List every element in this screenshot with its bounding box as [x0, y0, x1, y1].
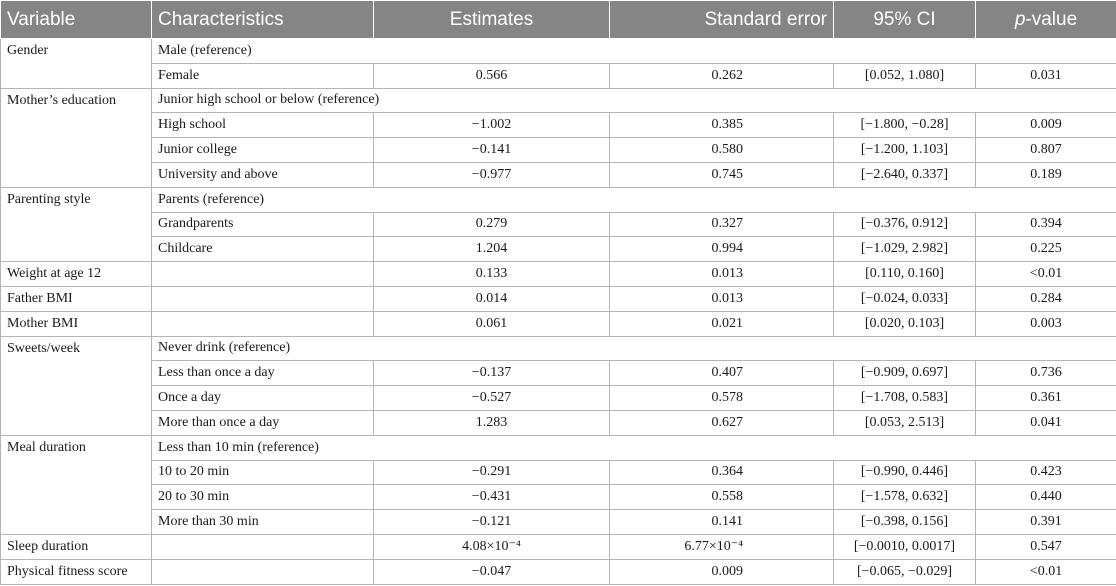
ci-cell: [−0.376, 0.912]: [834, 212, 976, 237]
characteristic-cell: Once a day: [152, 386, 374, 411]
header-p-value: [976, 1, 1116, 39]
characteristic-cell: [152, 262, 374, 287]
estimate-cell: −0.527: [374, 386, 610, 411]
p-value-cell: 0.361: [976, 386, 1116, 411]
table-row: [1, 534, 1116, 559]
variable-cell: Mother’s education: [1, 88, 152, 187]
standard-error-cell: 0.627: [610, 410, 834, 435]
characteristic-cell: University and above: [152, 162, 374, 187]
ci-cell: [−2.640, 0.337]: [834, 162, 976, 187]
variable-cell: Sleep duration: [1, 534, 152, 559]
characteristic-cell: More than 30 min: [152, 510, 374, 535]
estimate-cell: −1.002: [374, 113, 610, 138]
characteristic-cell: Childcare: [152, 237, 374, 262]
ci-cell: [−1.578, 0.632]: [834, 485, 976, 510]
table-row: [1, 63, 1116, 88]
table-row: [1, 286, 1116, 311]
table-row: [1, 39, 1116, 64]
table-row: [1, 237, 1116, 262]
table-row: [1, 262, 1116, 287]
standard-error-cell: 0.407: [610, 361, 834, 386]
p-value-cell: 0.003: [976, 311, 1116, 336]
ci-cell: [0.110, 0.160]: [834, 262, 976, 287]
variable-cell: Gender: [1, 39, 152, 89]
variable-cell: Mother BMI: [1, 311, 152, 336]
estimate-cell: 1.204: [374, 237, 610, 262]
table-row: [1, 460, 1116, 485]
p-value-cell: 0.009: [976, 113, 1116, 138]
ci-cell: [0.020, 0.103]: [834, 311, 976, 336]
standard-error-cell: 0.580: [610, 138, 834, 163]
table-row: [1, 435, 1116, 460]
characteristic-cell: 20 to 30 min: [152, 485, 374, 510]
standard-error-cell: 0.013: [610, 286, 834, 311]
header-p-rest: -value: [1025, 8, 1078, 30]
estimate-cell: −0.141: [374, 138, 610, 163]
estimate-cell: 0.133: [374, 262, 610, 287]
estimate-cell: 0.061: [374, 311, 610, 336]
ci-cell: [0.052, 1.080]: [834, 63, 976, 88]
table-row: [1, 559, 1116, 584]
ci-cell: [−1.200, 1.103]: [834, 138, 976, 163]
characteristic-cell: Never drink (reference): [152, 336, 1116, 361]
table-body: [1, 39, 1116, 585]
header-variable: Variable: [1, 1, 152, 39]
table-row: [1, 336, 1116, 361]
p-value-cell: 0.284: [976, 286, 1116, 311]
estimate-cell: −0.047: [374, 559, 610, 584]
ci-cell: [−1.800, −0.28]: [834, 113, 976, 138]
standard-error-cell: 6.77×10⁻⁴: [610, 534, 834, 559]
p-value-cell: 0.225: [976, 237, 1116, 262]
header-p-italic: p: [1014, 8, 1026, 30]
characteristic-cell: Less than once a day: [152, 361, 374, 386]
characteristic-cell: Junior college: [152, 138, 374, 163]
characteristic-cell: [152, 286, 374, 311]
characteristic-cell: [152, 534, 374, 559]
variable-cell: Sweets/week: [1, 336, 152, 435]
estimate-cell: −0.431: [374, 485, 610, 510]
standard-error-cell: 0.141: [610, 510, 834, 535]
estimate-cell: −0.291: [374, 460, 610, 485]
characteristic-cell: 10 to 20 min: [152, 460, 374, 485]
standard-error-cell: 0.385: [610, 113, 834, 138]
header-estimates: Estimates: [374, 1, 610, 39]
table-header: [1, 1, 1116, 39]
table-row: [1, 138, 1116, 163]
p-value-cell: 0.547: [976, 534, 1116, 559]
table-row: [1, 386, 1116, 411]
standard-error-cell: 0.578: [610, 386, 834, 411]
standard-error-cell: 0.262: [610, 63, 834, 88]
table-row: [1, 162, 1116, 187]
table-row: [1, 485, 1116, 510]
estimate-cell: 0.014: [374, 286, 610, 311]
standard-error-cell: 0.364: [610, 460, 834, 485]
p-value-cell: <0.01: [976, 559, 1116, 584]
ci-cell: [−0.398, 0.156]: [834, 510, 976, 535]
ci-cell: [−1.708, 0.583]: [834, 386, 976, 411]
ci-cell: [−0.024, 0.033]: [834, 286, 976, 311]
ci-cell: [0.053, 2.513]: [834, 410, 976, 435]
variable-cell: Parenting style: [1, 187, 152, 261]
variable-cell: Physical fitness score: [1, 559, 152, 584]
table-row: [1, 410, 1116, 435]
table-row: [1, 113, 1116, 138]
table-row: [1, 187, 1116, 212]
table-row: [1, 311, 1116, 336]
standard-error-cell: 0.558: [610, 485, 834, 510]
ci-cell: [−0.990, 0.446]: [834, 460, 976, 485]
header-characteristics: Characteristics: [152, 1, 374, 39]
variable-cell: Meal duration: [1, 435, 152, 534]
characteristic-cell: Parents (reference): [152, 187, 1116, 212]
p-value-cell: 0.031: [976, 63, 1116, 88]
p-value-cell: 0.189: [976, 162, 1116, 187]
standard-error-cell: 0.009: [610, 559, 834, 584]
estimate-cell: 4.08×10⁻⁴: [374, 534, 610, 559]
characteristic-cell: More than once a day: [152, 410, 374, 435]
estimate-cell: 1.283: [374, 410, 610, 435]
p-value-cell: 0.807: [976, 138, 1116, 163]
characteristic-cell: Male (reference): [152, 39, 1116, 64]
standard-error-cell: 0.994: [610, 237, 834, 262]
header-standard-error: Standard error: [610, 1, 834, 39]
characteristic-cell: Junior high school or below (reference): [152, 88, 1116, 113]
standard-error-cell: 0.021: [610, 311, 834, 336]
ci-cell: [−0.0010, 0.0017]: [834, 534, 976, 559]
p-value-cell: 0.423: [976, 460, 1116, 485]
variable-cell: Weight at age 12: [1, 262, 152, 287]
estimate-cell: 0.279: [374, 212, 610, 237]
p-value-cell: 0.394: [976, 212, 1116, 237]
characteristic-cell: Grandparents: [152, 212, 374, 237]
p-value-cell: <0.01: [976, 262, 1116, 287]
characteristic-cell: [152, 311, 374, 336]
characteristic-cell: Female: [152, 63, 374, 88]
estimate-cell: −0.121: [374, 510, 610, 535]
ci-cell: [−0.909, 0.697]: [834, 361, 976, 386]
table-row: [1, 88, 1116, 113]
characteristic-cell: Less than 10 min (reference): [152, 435, 1116, 460]
estimate-cell: −0.977: [374, 162, 610, 187]
estimate-cell: 0.566: [374, 63, 610, 88]
header-ci: 95% CI: [834, 1, 976, 39]
ci-cell: [−0.065, −0.029]: [834, 559, 976, 584]
characteristic-cell: High school: [152, 113, 374, 138]
ci-cell: [−1.029, 2.982]: [834, 237, 976, 262]
p-value-cell: 0.736: [976, 361, 1116, 386]
p-value-cell: 0.041: [976, 410, 1116, 435]
p-value-cell: 0.391: [976, 510, 1116, 535]
variable-cell: Father BMI: [1, 286, 152, 311]
characteristic-cell: [152, 559, 374, 584]
standard-error-cell: 0.745: [610, 162, 834, 187]
estimate-cell: −0.137: [374, 361, 610, 386]
standard-error-cell: 0.327: [610, 212, 834, 237]
header-row: [1, 1, 1116, 39]
table-row: [1, 212, 1116, 237]
p-value-cell: 0.440: [976, 485, 1116, 510]
table-row: [1, 361, 1116, 386]
standard-error-cell: 0.013: [610, 262, 834, 287]
table-row: [1, 510, 1116, 535]
